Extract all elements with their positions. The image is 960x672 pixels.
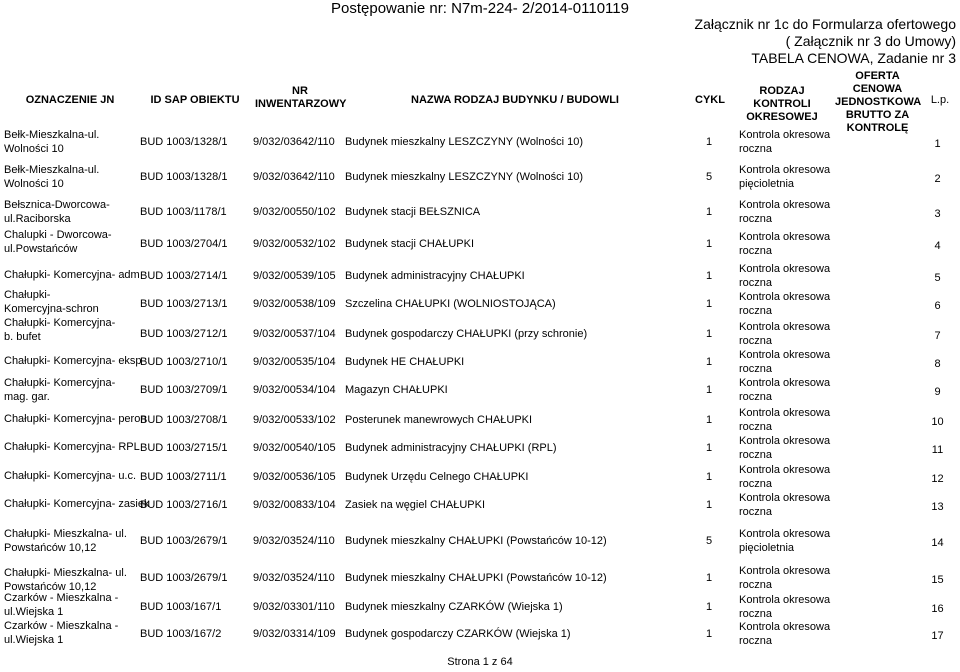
row-inv: 9/032/00539/105 <box>253 270 336 282</box>
row-control: Kontrola okresowa roczna <box>739 263 831 289</box>
row-control: Kontrola okresowa roczna <box>739 621 831 647</box>
row-name: Szczelina CHAŁUPKI (WOLNIOSTOJĄCA) <box>345 298 556 310</box>
designation-label: Chałupki- Komercyjna-schron <box>4 289 99 315</box>
row-lp: 15 <box>931 574 944 586</box>
row-cycle: 1 <box>706 298 713 310</box>
row-lp: 14 <box>931 537 944 549</box>
row-sap: BUD 1003/2713/1 <box>140 298 228 310</box>
row-lp: 8 <box>934 358 941 370</box>
row-cycle: 1 <box>706 414 713 426</box>
row-name: Budynek administracyjny CHAŁUPKI (RPL) <box>345 442 557 454</box>
designation-label: Czarków - Mieszkalna - ul.Wiejska 1 <box>4 620 119 646</box>
row-name: Budynek stacji CHAŁUPKI <box>345 238 474 250</box>
row-name: Zasiek na węgiel CHAŁUPKI <box>345 499 486 511</box>
col-sap-header: ID SAP OBIEKTU <box>150 94 240 106</box>
row-inv: 9/032/00535/104 <box>253 356 336 368</box>
row-designation: Chałupki- Komercyjna- peron <box>4 413 147 425</box>
col-price-header: OFERTA CENOWA JEDNOSTKOWA BRUTTO ZA KONTROLĘ <box>835 70 922 134</box>
row-sap: BUD 1003/2679/1 <box>140 535 228 547</box>
row-control: Kontrola okresowa roczna <box>739 565 831 591</box>
row-cycle: 5 <box>706 171 713 183</box>
row-name: Budynek mieszkalny CZARKÓW (Wiejska 1) <box>345 601 563 613</box>
row-designation: Chałupki- Komercyjna- adm <box>4 269 140 281</box>
row-cycle: 1 <box>706 572 713 584</box>
row-cycle: 1 <box>706 270 713 282</box>
row-name: Budynek mieszkalny LESZCZYNY (Wolności 10) <box>345 171 584 183</box>
col-designation-header: OZNACZENIE JN <box>25 94 115 106</box>
row-control: Kontrola okresowa roczna <box>739 199 831 225</box>
row-inv: 9/032/00532/102 <box>253 238 336 250</box>
row-inv: 9/032/00533/102 <box>253 414 336 426</box>
row-lp: 4 <box>934 240 941 252</box>
row-inv: 9/032/03642/110 <box>253 136 335 148</box>
row-designation: Chałupki- Mieszkalna- ul. Powstańców 10,12 <box>4 528 127 554</box>
row-sap: BUD 1003/167/2 <box>140 628 222 640</box>
annex-header <box>695 16 956 67</box>
row-lp: 1 <box>934 138 941 150</box>
row-lp: 5 <box>934 272 941 284</box>
row-sap: BUD 1003/2716/1 <box>140 499 228 511</box>
row-name: Budynek gospodarczy CHAŁUPKI (przy schronie) <box>345 328 588 340</box>
row-lp: 7 <box>934 330 941 342</box>
col-control-header: RODZAJ KONTROLI OKRESOWEJ <box>746 85 818 123</box>
row-control: Kontrola okresowa pięcioletnia <box>739 164 831 190</box>
row-sap: BUD 1003/2708/1 <box>140 414 228 426</box>
row-designation: Chałupki- Komercyjna- mag. gar. <box>4 377 116 403</box>
row-lp: 11 <box>931 444 944 456</box>
row-sap: BUD 1003/2712/1 <box>140 328 228 340</box>
col-lp-header: L.p. <box>930 94 950 106</box>
row-designation: Chałupki- Komercyjna- u.c. <box>4 470 137 482</box>
row-control: Kontrola okresowa roczna <box>739 349 831 375</box>
row-name: Budynek mieszkalny LESZCZYNY (Wolności 10) <box>345 136 584 148</box>
row-inv: 9/032/03314/109 <box>253 628 336 640</box>
row-name: Budynek mieszkalny CHAŁUPKI (Powstańców 10-12) <box>345 572 607 584</box>
designation-label: Bełsznica-Dworcowa-ul.Raciborska <box>4 199 110 225</box>
annex-line: TABELA CENOWA, Zadanie nr 3 <box>751 50 956 66</box>
row-control: Kontrola okresowa roczna <box>739 435 831 461</box>
row-sap: BUD 1003/1178/1 <box>140 206 227 218</box>
row-lp: 17 <box>931 630 944 642</box>
row-cycle: 1 <box>706 206 713 218</box>
row-inv: 9/032/03301/110 <box>253 601 335 613</box>
row-lp: 6 <box>934 300 941 312</box>
col-inventory-header: NR INWENTARZOWY <box>255 85 347 110</box>
row-cycle: 1 <box>706 238 713 250</box>
row-sap: BUD 1003/1328/1 <box>140 136 228 148</box>
row-sap: BUD 1003/2715/1 <box>140 442 228 454</box>
row-cycle: 1 <box>706 628 713 640</box>
row-cycle: 1 <box>706 442 713 454</box>
row-name: Budynek mieszkalny CHAŁUPKI (Powstańców 10-12) <box>345 535 607 547</box>
row-sap: BUD 1003/2704/1 <box>140 238 228 250</box>
designation-label: Chałupki- Komercyjna- b. bufet <box>4 317 116 343</box>
designation-label: Chałupki- Mieszkalna- ul. Powstańców 10,12 <box>4 567 127 593</box>
annex-line: ( Załącznik nr 3 do Umowy) <box>785 33 956 49</box>
row-control: Kontrola okresowa roczna <box>739 377 831 403</box>
row-lp: 2 <box>934 173 941 185</box>
row-inv: 9/032/03642/110 <box>253 171 335 183</box>
row-inv: 9/032/00537/104 <box>253 328 336 340</box>
row-sap: BUD 1003/2679/1 <box>140 572 228 584</box>
row-designation: Chałupki- Komercyjna- RPL <box>4 441 140 453</box>
row-control: Kontrola okresowa roczna <box>739 231 831 257</box>
row-control: Kontrola okresowa roczna <box>739 407 831 433</box>
page-footer: Strona 1 z 64 <box>447 656 513 668</box>
row-lp: 9 <box>934 386 941 398</box>
row-name: Budynek stacji BEŁSZNICA <box>345 206 481 218</box>
row-control: Kontrola okresowa roczna <box>739 321 831 347</box>
row-cycle: 1 <box>706 471 713 483</box>
row-designation: Chałupki- Komercyjna- zasiek <box>4 498 150 510</box>
procedure-number: Postępowanie nr: N7m-224- 2/2014-0110119 <box>331 0 629 17</box>
row-sap: BUD 1003/2710/1 <box>140 356 228 368</box>
row-sap: BUD 1003/167/1 <box>140 601 222 613</box>
row-cycle: 1 <box>706 601 713 613</box>
row-inv: 9/032/00534/104 <box>253 384 336 396</box>
row-name: Budynek Urzędu Celnego CHAŁUPKI <box>345 471 529 483</box>
row-name: Magazyn CHAŁUPKI <box>345 384 448 396</box>
row-lp: 3 <box>934 208 941 220</box>
row-inv: 9/032/00540/105 <box>253 442 336 454</box>
row-cycle: 1 <box>706 499 713 511</box>
row-inv: 9/032/00536/105 <box>253 471 336 483</box>
row-sap: BUD 1003/1328/1 <box>140 171 228 183</box>
designation-label: Chalupki - Dworcowa-ul.Powstańców <box>4 229 112 255</box>
row-designation: Bełk-Mieszkalna-ul. Wolności 10 <box>4 164 100 190</box>
row-name: Budynek administracyjny CHAŁUPKI <box>345 270 525 282</box>
row-cycle: 1 <box>706 384 713 396</box>
row-control: Kontrola okresowa roczna <box>739 594 831 620</box>
row-lp: 13 <box>931 501 944 513</box>
row-cycle: 1 <box>706 136 713 148</box>
row-control: Kontrola okresowa roczna <box>739 129 831 155</box>
row-control: Kontrola okresowa roczna <box>739 291 831 317</box>
row-designation: Bełk-Mieszkalna-ul. Wolności 10 <box>4 129 100 155</box>
row-cycle: 1 <box>706 328 713 340</box>
row-inv: 9/032/03524/110 <box>253 572 335 584</box>
col-building-header: NAZWA RODZAJ BUDYNKU / BUDOWLI <box>411 94 619 106</box>
row-cycle: 1 <box>706 356 713 368</box>
row-name: Budynek gospodarczy CZARKÓW (Wiejska 1) <box>345 628 571 640</box>
row-inv: 9/032/00538/109 <box>253 298 336 310</box>
row-designation: Chałupki- Komercyjna- eksp <box>4 355 142 367</box>
row-lp: 12 <box>931 473 944 485</box>
row-sap: BUD 1003/2709/1 <box>140 384 228 396</box>
row-control: Kontrola okresowa pięcioletnia <box>739 528 831 554</box>
designation-label: Czarków - Mieszkalna - ul.Wiejska 1 <box>4 592 119 618</box>
row-cycle: 5 <box>706 535 713 547</box>
row-inv: 9/032/00833/104 <box>253 499 336 511</box>
row-sap: BUD 1003/2714/1 <box>140 270 228 282</box>
row-control: Kontrola okresowa roczna <box>739 464 831 490</box>
annex-line: Załącznik nr 1c do Formularza ofertowego <box>694 16 956 32</box>
row-name: Budynek HE CHAŁUPKI <box>345 356 465 368</box>
row-lp: 16 <box>931 603 944 615</box>
col-cycle-header: CYKL <box>695 94 725 106</box>
row-inv: 9/032/03524/110 <box>253 535 335 547</box>
row-sap: BUD 1003/2711/1 <box>140 471 227 483</box>
row-name: Posterunek manewrowych CHAŁUPKI <box>345 414 533 426</box>
row-lp: 10 <box>931 416 944 428</box>
row-control: Kontrola okresowa roczna <box>739 492 831 518</box>
row-inv: 9/032/00550/102 <box>253 206 336 218</box>
